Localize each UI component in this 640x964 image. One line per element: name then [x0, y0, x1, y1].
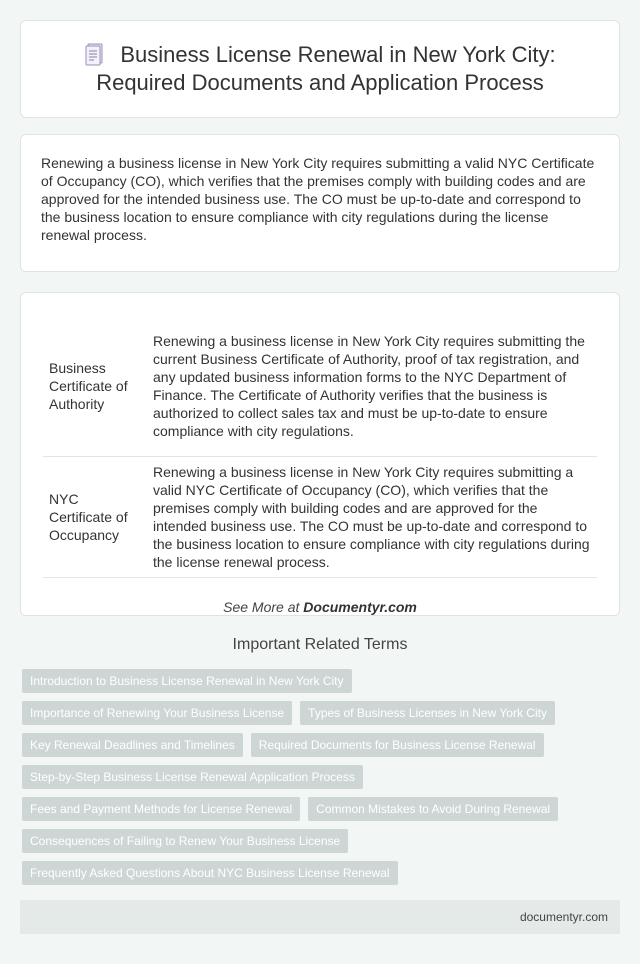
table-row	[43, 457, 597, 578]
see-more-link[interactable]: Documentyr.com	[303, 599, 417, 615]
related-term-tag[interactable]: Required Documents for Business License Renewal	[251, 733, 544, 757]
related-term-tag[interactable]: Frequently Asked Questions About NYC Business License Renewal	[22, 861, 398, 885]
page-title	[51, 41, 589, 97]
footer	[20, 900, 620, 934]
related-term-tag[interactable]: Key Renewal Deadlines and Timelines	[22, 733, 243, 757]
see-more-text	[43, 599, 597, 615]
definition-cell: Renewing a business license in New York City requires submitting a valid NYC Certificate of Occupancy (CO), which verifies that the premises comply with building codes and are approved for the intended business use. The CO must be up-to-date and correspond to the business location to ensure compliance with city regulations during the license renewal process.	[153, 464, 590, 570]
term-cell: Business Certificate of Authority	[49, 359, 128, 412]
document-icon	[84, 42, 106, 66]
related-term-tag[interactable]: Consequences of Failing to Renew Your Business License	[22, 829, 348, 853]
related-term-tag[interactable]: Fees and Payment Methods for License Renewal	[22, 797, 300, 821]
related-term-tag[interactable]: Common Mistakes to Avoid During Renewal	[308, 797, 558, 821]
related-term-tag[interactable]: Introduction to Business License Renewal in New York City	[22, 669, 352, 693]
term-cell: NYC Certificate of Occupancy	[49, 491, 128, 543]
definition-cell: Renewing a business license in New York City requires submitting the current Business Certificate of Authority, proof of tax registration, and any updated business information forms to the NYC Department of Finance. The Certificate of Authority verifies that the business is authorized to collect sales tax and must be up-to-date to ensure compliance with city regulations.	[153, 332, 585, 439]
related-term-tag[interactable]: Types of Business Licenses in New York City	[300, 701, 555, 725]
table-row	[43, 315, 597, 457]
related-terms-heading: Important Related Terms	[232, 636, 408, 653]
intro-paragraph: Renewing a business license in New York City requires submitting a valid NYC Certificate of Occupancy (CO), which verifies that the premises comply with building codes and are approved for the intended business use. The CO must be up-to-date and correspond to the business location to ensure compliance with city regulations during the license renewal process.	[41, 155, 595, 243]
title-card	[20, 20, 620, 118]
see-more-prefix: See More at	[223, 599, 304, 615]
related-terms-list	[22, 669, 622, 893]
footer-site-link[interactable]: documentyr.com	[519, 910, 608, 924]
definitions-card	[20, 292, 620, 616]
related-term-tag[interactable]: Step-by-Step Business License Renewal Application Process	[22, 765, 363, 789]
related-term-tag[interactable]: Importance of Renewing Your Business License	[22, 701, 292, 725]
page-title-text: Business License Renewal in New York City: Required Documents and Application Process	[96, 42, 556, 95]
intro-card	[20, 134, 620, 272]
